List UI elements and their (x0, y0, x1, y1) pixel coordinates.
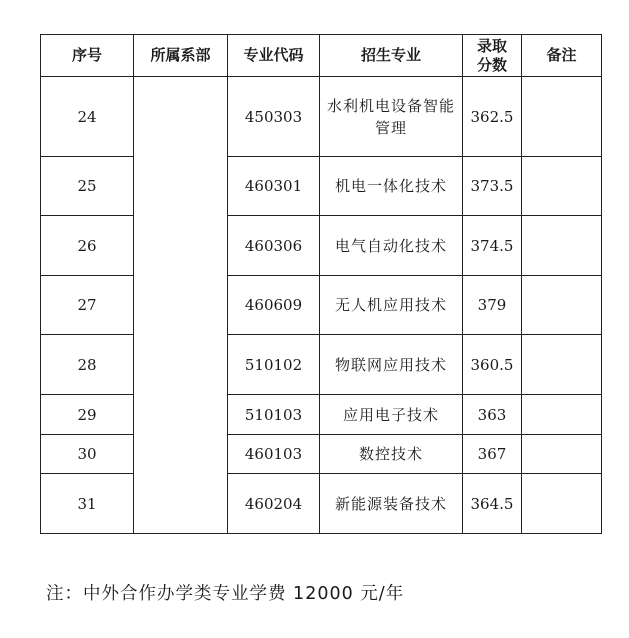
table-row (41, 216, 602, 276)
cell-code: 450303 (228, 77, 320, 157)
cell-major: 机电一体化技术 (320, 157, 463, 216)
cell-note (522, 435, 602, 474)
cell-major: 水利机电设备智能管理 (320, 77, 463, 157)
tuition-footnote: 注：中外合作办学类专业学费 12000 元/年 (46, 584, 405, 604)
cell-score: 364.5 (463, 474, 522, 534)
cell-note (522, 157, 602, 216)
cell-note (522, 276, 602, 335)
cell-note (522, 335, 602, 395)
table-row (41, 435, 602, 474)
cell-seq: 25 (41, 157, 134, 216)
table-row (41, 395, 602, 435)
cell-seq: 30 (41, 435, 134, 474)
header-score-line1: 录取 (476, 36, 507, 55)
cell-major: 数控技术 (320, 435, 463, 474)
header-score (463, 35, 522, 77)
cell-score: 379 (463, 276, 522, 335)
table-row (41, 335, 602, 395)
cell-code: 460609 (228, 276, 320, 335)
table-row (41, 157, 602, 216)
cell-seq: 29 (41, 395, 134, 435)
cell-code: 460103 (228, 435, 320, 474)
cell-score: 362.5 (463, 77, 522, 157)
header-seq: 序号 (41, 35, 134, 77)
cell-seq: 24 (41, 77, 134, 157)
cell-score: 373.5 (463, 157, 522, 216)
cell-major: 新能源装备技术 (320, 474, 463, 534)
header-score-line2: 分数 (476, 55, 507, 74)
cell-score: 363 (463, 395, 522, 435)
cell-major: 电气自动化技术 (320, 216, 463, 276)
cell-note (522, 395, 602, 435)
cell-note (522, 474, 602, 534)
cell-note (522, 216, 602, 276)
header-dept: 所属系部 (134, 35, 228, 77)
cell-seq: 28 (41, 335, 134, 395)
cell-major: 应用电子技术 (320, 395, 463, 435)
table-row (41, 276, 602, 335)
cell-major: 物联网应用技术 (320, 335, 463, 395)
cell-seq: 26 (41, 216, 134, 276)
cell-dept (134, 77, 228, 534)
cell-score: 360.5 (463, 335, 522, 395)
cell-score: 374.5 (463, 216, 522, 276)
header-row (41, 35, 602, 77)
cell-code: 460301 (228, 157, 320, 216)
cell-note (522, 77, 602, 157)
header-major: 招生专业 (320, 35, 463, 77)
cell-seq: 27 (41, 276, 134, 335)
cell-score: 367 (463, 435, 522, 474)
cell-major: 无人机应用技术 (320, 276, 463, 335)
header-code: 专业代码 (228, 35, 320, 77)
cell-code: 510103 (228, 395, 320, 435)
cell-code: 510102 (228, 335, 320, 395)
header-note: 备注 (522, 35, 602, 77)
cell-code: 460306 (228, 216, 320, 276)
cell-code: 460204 (228, 474, 320, 534)
admission-scores-table (40, 34, 602, 534)
table-row (41, 474, 602, 534)
cell-seq: 31 (41, 474, 134, 534)
table-row (41, 77, 602, 157)
